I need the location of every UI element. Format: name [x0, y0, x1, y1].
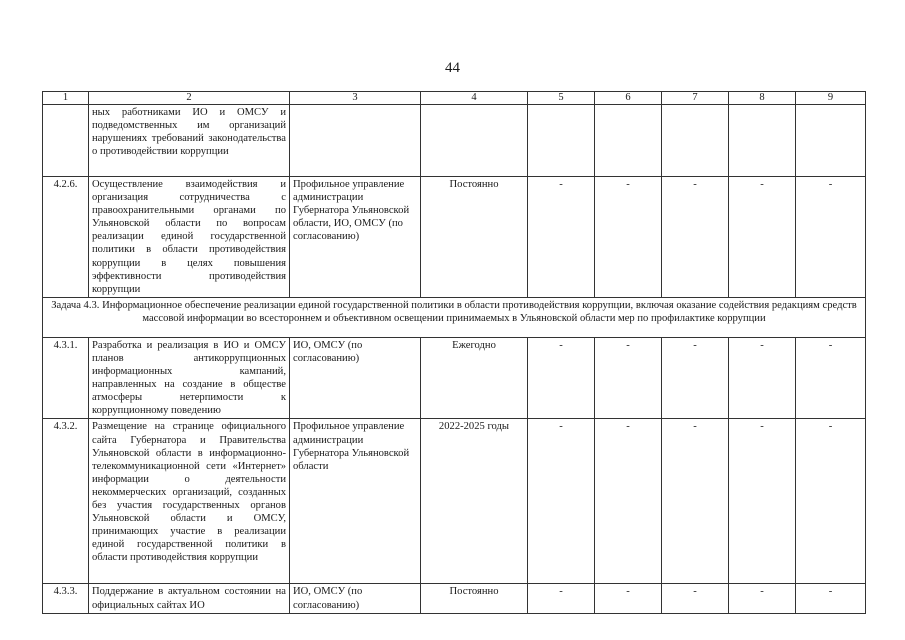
column-number: 1 — [43, 92, 89, 105]
task-heading: Задача 4.3. Информационное обеспечение реализации единой государственной политики в области противодействия коррупции, включая оказание содействия редакциям средств массовой информации во всестороннем и объективном освещении принимаемых в Ульяновской области мер по профилактике коррупции — [43, 297, 866, 337]
column-number: 8 — [729, 92, 796, 105]
item-number: 4.3.2. — [43, 419, 89, 584]
term: Ежегодно — [421, 337, 528, 419]
term — [421, 105, 528, 177]
value-cell: - — [595, 177, 662, 298]
value-cell: - — [528, 337, 595, 419]
task-row — [43, 297, 866, 337]
column-number: 4 — [421, 92, 528, 105]
item-number — [43, 105, 89, 177]
value-cell: - — [528, 419, 595, 584]
responsible — [290, 105, 421, 177]
value-cell: - — [729, 419, 796, 584]
value-cell: - — [662, 584, 729, 613]
term: Постоянно — [421, 584, 528, 613]
value-cell: - — [595, 419, 662, 584]
value-cell: - — [595, 584, 662, 613]
page-number: 44 — [445, 60, 460, 76]
column-numbers-row — [43, 92, 866, 105]
column-number: 9 — [796, 92, 866, 105]
column-number: 7 — [662, 92, 729, 105]
measure-text: Осуществление взаимодействия и организация сотрудничества с правоохранительными органами по Ульяновской области по вопросам реализации единой государственной политики в области противодействия коррупции в целях повышения эффективности противодействия коррупции — [89, 177, 290, 298]
table-row — [43, 584, 866, 613]
responsible: Профильное управление администрации Губернатора Ульяновской области, ИО, ОМСУ (по согласованию) — [290, 177, 421, 298]
value-cell: - — [796, 584, 866, 613]
table-row — [43, 177, 866, 298]
column-number: 2 — [89, 92, 290, 105]
term: 2022-2025 годы — [421, 419, 528, 584]
value-cell: - — [796, 177, 866, 298]
value-cell: - — [528, 584, 595, 613]
column-number: 3 — [290, 92, 421, 105]
responsible: ИО, ОМСУ (по согласованию) — [290, 337, 421, 419]
value-cell: - — [662, 177, 729, 298]
responsible: Профильное управление администрации Губернатора Ульяновской области — [290, 419, 421, 584]
item-number: 4.3.3. — [43, 584, 89, 613]
value-cell: - — [595, 337, 662, 419]
value-cell: - — [796, 419, 866, 584]
measure-text: ных работниками ИО и ОМСУ и подведомственных им организаций нарушениях требований законодательства о противодействии коррупции — [89, 105, 290, 177]
measure-text: Размещение на странице официального сайта Губернатора и Правительства Ульяновской области в информационно-телекоммуникационной сети «Интернет» информации о деятельности некоммерческих организаций, созданных без участия государственных органов Ульяновской области и ОМСУ, принимающих участие в реализации единой государственной политики в области противодействия коррупции — [89, 419, 290, 584]
value-cell — [796, 105, 866, 177]
table-row — [43, 105, 866, 177]
value-cell — [528, 105, 595, 177]
column-number: 5 — [528, 92, 595, 105]
value-cell: - — [662, 337, 729, 419]
measure-text: Разработка и реализация в ИО и ОМСУ планов антикоррупционных информационных кампаний, направленных на создание в обществе атмосферы нетерпимости к коррупционному поведению — [89, 337, 290, 419]
item-number: 4.2.6. — [43, 177, 89, 298]
table-row — [43, 337, 866, 419]
value-cell: - — [528, 177, 595, 298]
value-cell: - — [662, 419, 729, 584]
column-number: 6 — [595, 92, 662, 105]
responsible: ИО, ОМСУ (по согласованию) — [290, 584, 421, 613]
value-cell — [729, 105, 796, 177]
term: Постоянно — [421, 177, 528, 298]
value-cell — [662, 105, 729, 177]
item-number: 4.3.1. — [43, 337, 89, 419]
value-cell: - — [729, 337, 796, 419]
value-cell — [595, 105, 662, 177]
value-cell: - — [796, 337, 866, 419]
value-cell: - — [729, 584, 796, 613]
measures-table — [42, 91, 866, 614]
value-cell: - — [729, 177, 796, 298]
measure-text: Поддержание в актуальном состоянии на официальных сайтах ИО — [89, 584, 290, 613]
table-row — [43, 419, 866, 584]
